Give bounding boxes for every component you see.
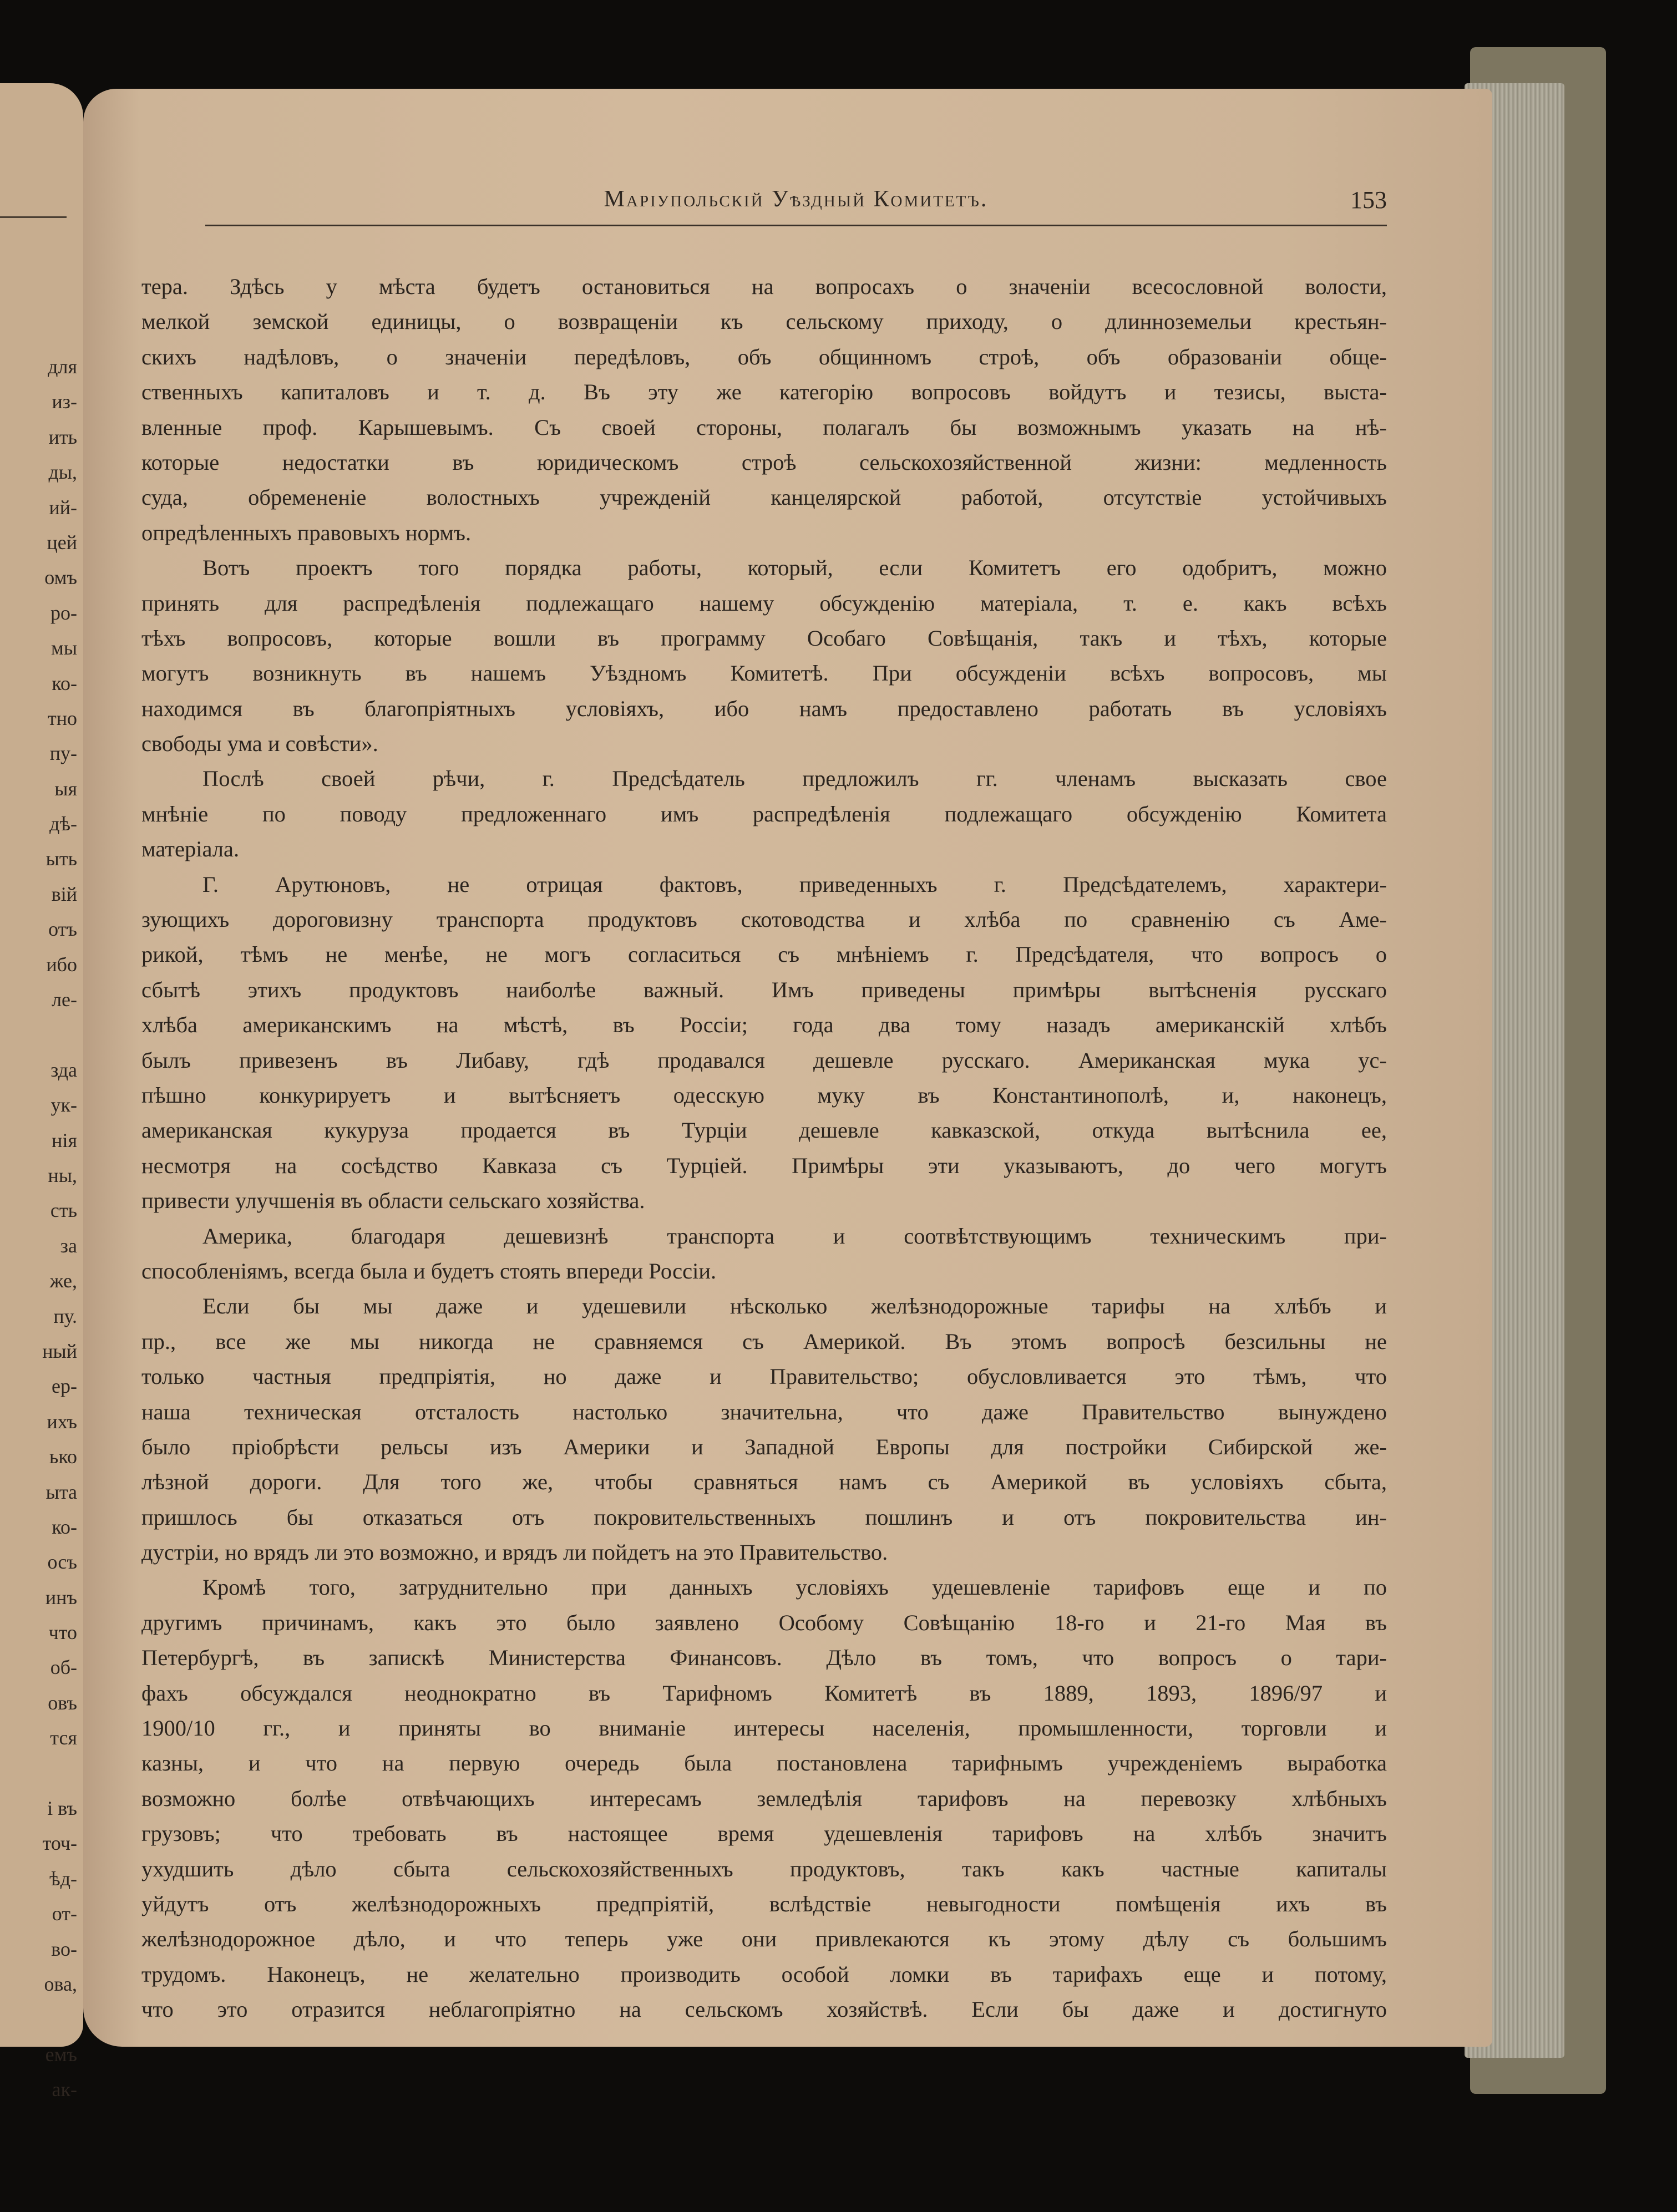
text-line: казны, и что на первую очередь была постановлена тарифнымъ учрежденіемъ выработка xyxy=(141,1751,1387,1776)
left-fragment: омъ xyxy=(44,566,77,589)
left-fragment: ный xyxy=(42,1340,77,1362)
left-fragment: ко- xyxy=(52,672,77,694)
running-title: Маріупольскій Уѣздный Комитетъ. xyxy=(604,186,989,212)
text-line: было пріобрѣсти рельсы изъ Америки и Западной Европы для постройки Сибирской же- xyxy=(141,1434,1387,1459)
running-header xyxy=(205,186,1387,225)
text-line: дустріи, но врядъ ли это возможно, и врядъ ли пойдетъ на это Правительство. xyxy=(141,1540,888,1565)
text-line: зующихъ дороговизну транспорта продуктовъ скотоводства и хлѣба по сравненію съ Аме- xyxy=(141,907,1387,932)
text-line: хлѣба американскимъ на мѣстѣ, въ Россіи; года два тому назадъ американскій хлѣбъ xyxy=(141,1012,1387,1038)
text-line: возможно болѣе отвѣчающихъ интересамъ земледѣлія тарифовъ на перевозку хлѣбныхъ xyxy=(141,1785,1387,1811)
text-line: ственныхъ капиталовъ и т. д. Въ эту же категорію вопросовъ войдутъ и тезисы, выста- xyxy=(141,379,1387,405)
header-rule xyxy=(205,225,1387,226)
text-line: способленіямъ, всегда была и будетъ стоять впереди Россіи. xyxy=(141,1258,717,1283)
left-fragment xyxy=(0,2002,80,2037)
left-fragment: ить xyxy=(48,425,77,448)
text-line: фахъ обсуждался неоднократно въ Тарифномъ Комитетѣ въ 1889, 1893, 1896/97 и xyxy=(141,1680,1387,1706)
text-line: ухудшить дѣло сбыта сельскохозяйственныхъ продуктовъ, такъ какъ частные капиталы xyxy=(141,1856,1387,1881)
left-fragment: ова, xyxy=(44,1972,77,1995)
left-fragment: ле- xyxy=(52,988,77,1011)
text-line: рикой, тѣмъ не менѣе, не могъ согласиться съ мнѣніемъ г. Предсѣдателя, что вопросъ о xyxy=(141,942,1387,967)
left-fragment: овъ xyxy=(48,1691,77,1714)
page-number: 153 xyxy=(1350,186,1387,214)
left-fragment: пу. xyxy=(53,1305,77,1327)
left-fragment xyxy=(0,1756,80,1791)
text-line: лѣзной дороги. Для того же, чтобы сравняться намъ съ Америкой въ условіяхъ сбыта, xyxy=(141,1469,1387,1495)
left-fragment: ер- xyxy=(52,1375,77,1398)
left-fragment: ыть xyxy=(45,848,77,870)
left-fragment: ко- xyxy=(52,1515,77,1538)
left-fragment: емъ xyxy=(45,2043,77,2066)
text-line: тѣхъ вопросовъ, которые вошли въ программу Особаго Совѣщанія, такъ и тѣхъ, которые xyxy=(141,625,1387,651)
left-fragment: осъ xyxy=(47,1551,77,1574)
text-line: принять для распредѣленія подлежащаго нашему обсужденію матеріала, т. е. какъ всѣхъ xyxy=(141,590,1387,616)
left-fragment: ны, xyxy=(48,1164,77,1186)
left-fragment: ѣд- xyxy=(49,1867,77,1890)
left-fragment: ук- xyxy=(50,1094,77,1117)
left-header-rule xyxy=(0,216,67,218)
left-page-text xyxy=(0,349,80,2108)
text-line: что это отразится неблагопріятно на сельскомъ хозяйствѣ. Если бы даже и достигнуто xyxy=(141,1997,1387,2022)
text-line: американская кукуруза продается въ Турціи дешевле кавказской, откуда вытѣснила ее, xyxy=(141,1118,1387,1143)
text-line: Вотъ проектъ того порядка работы, который, если Комитетъ его одобритъ, можно xyxy=(202,555,1387,581)
text-line: Кромѣ того, затруднительно при данныхъ условіяхъ удешевленіе тарифовъ еще и по xyxy=(202,1575,1387,1600)
text-line: пр., все же мы никогда не сравняемся съ Америкой. Въ этомъ вопросѣ безсильны не xyxy=(141,1328,1387,1354)
left-fragment: дѣ- xyxy=(49,813,77,835)
text-line: желѣзнодорожное дѣло, и что теперь уже они привлекаются къ этому дѣлу съ большимъ xyxy=(141,1926,1387,1952)
left-fragment: точ- xyxy=(42,1832,77,1855)
left-fragment: ак- xyxy=(52,2078,77,2101)
left-fragment: нія xyxy=(52,1129,77,1151)
left-fragment: же, xyxy=(49,1270,77,1292)
text-line: вленные проф. Карышевымъ. Съ своей стороны, полагалъ бы возможнымъ указать на нѣ- xyxy=(141,414,1387,440)
left-fragment: ро- xyxy=(50,601,77,624)
left-fragment: зда xyxy=(50,1058,77,1081)
main-page xyxy=(83,89,1492,2047)
text-line: могутъ возникнуть въ нашемъ Уѣздномъ Комитетѣ. При обсужденіи всѣхъ вопросовъ, мы xyxy=(141,661,1387,686)
text-line: другимъ причинамъ, какъ это было заявлено Особому Совѣщанію 18-го и 21-го Мая въ xyxy=(141,1610,1387,1635)
left-fragment: вій xyxy=(51,882,77,905)
text-line: Петербургѣ, въ запискѣ Министерства Финансовъ. Дѣло въ томъ, что вопросъ о тари- xyxy=(141,1645,1387,1671)
text-line: которые недостатки въ юридическомъ строѣ сельскохозяйственной жизни: медленность xyxy=(141,449,1387,475)
left-fragment: ды, xyxy=(48,461,77,484)
left-page-fragment xyxy=(0,83,83,2101)
left-fragment: сть xyxy=(50,1199,77,1222)
left-fragment: і въ xyxy=(47,1797,77,1820)
text-line: былъ привезенъ въ Либаву, гдѣ продавался дешевле русскаго. Американская мука ус- xyxy=(141,1047,1387,1073)
text-line: матеріала. xyxy=(141,836,240,862)
text-line: суда, обремененіе волостныхъ учрежденій канцелярской работой, отсутствіе устойчивыхъ xyxy=(141,485,1387,510)
left-fragment: цей xyxy=(47,531,77,554)
text-line: мелкой земской единицы, о возвращеніи къ сельскому приходу, о длинноземельи крестьян- xyxy=(141,309,1387,334)
text-line: наша техническая отсталость настолько значительна, что даже Правительство вынуждено xyxy=(141,1399,1387,1424)
text-line: несмотря на сосѣдство Кавказа съ Турціей. Примѣры эти указываютъ, до чего могутъ xyxy=(141,1153,1387,1178)
left-fragment: мы xyxy=(51,637,77,659)
text-line: сбытѣ этихъ продуктовъ наиболѣе важный. Имъ приведены примѣры вытѣсненія русскаго xyxy=(141,977,1387,1002)
left-fragment: ибо xyxy=(46,953,77,976)
text-line: уйдутъ отъ желѣзнодорожныхъ предпріятій, вслѣдствіе невыгодности помѣщенія ихъ въ xyxy=(141,1891,1387,1916)
left-fragment: ыя xyxy=(54,777,77,800)
left-fragment: от- xyxy=(52,1902,77,1925)
text-line: привести улучшенія въ области сельскаго хозяйства. xyxy=(141,1188,645,1214)
left-fragment: ихъ xyxy=(47,1410,77,1433)
left-fragment: во- xyxy=(51,1937,77,1960)
left-fragment: отъ xyxy=(48,918,77,941)
text-line: только частныя предпріятія, но даже и Правительство; обусловливается это тѣмъ, что xyxy=(141,1364,1387,1389)
body-text xyxy=(141,269,1387,2027)
text-line: 1900/10 гг., и приняты во вниманіе интересы населенія, промышленности, торговли и xyxy=(141,1716,1387,1741)
text-line: Г. Арутюновъ, не отрицая фактовъ, приведенныхъ г. Предсѣдателемъ, характери- xyxy=(202,871,1387,897)
left-fragment: пу- xyxy=(49,742,77,765)
left-fragment: из- xyxy=(52,390,77,413)
left-fragment: ий- xyxy=(49,496,77,519)
left-fragment: для xyxy=(48,356,77,378)
left-fragment: за xyxy=(60,1234,77,1257)
left-fragment: ько xyxy=(49,1445,77,1468)
text-line: пришлось бы отказаться отъ покровительственныхъ пошлинъ и отъ покровительства ин- xyxy=(141,1504,1387,1530)
text-line: Америка, благодаря дешевизнѣ транспорта и соотвѣтствующимъ техническимъ при- xyxy=(202,1223,1387,1249)
text-line: опредѣленныхъ правовыхъ нормъ. xyxy=(141,520,472,545)
text-line: трудомъ. Наконецъ, не желательно производить особой ломки въ тарифахъ еще и потому, xyxy=(141,1961,1387,1987)
text-line: Послѣ своей рѣчи, г. Предсѣдатель предложилъ гг. членамъ высказать свое xyxy=(202,766,1387,792)
left-fragment: тся xyxy=(50,1727,77,1749)
left-fragment: что xyxy=(48,1621,77,1644)
text-line: Если бы мы даже и удешевили нѣсколько желѣзнодорожные тарифы на хлѣбъ и xyxy=(202,1293,1387,1319)
text-line: пѣшно конкурируетъ и вытѣсняетъ одесскую муку въ Константинополѣ, и, наконецъ, xyxy=(141,1082,1387,1108)
text-line: тера. Здѣсь у мѣста будетъ остановиться на вопросахъ о значеніи всесословной волости, xyxy=(141,274,1387,299)
text-line: грузовъ; что требовать въ настоящее время удешевленія тарифовъ на хлѣбъ значитъ xyxy=(141,1821,1387,1846)
left-fragment: ыта xyxy=(45,1480,77,1503)
text-line: свободы ума и совѣсти». xyxy=(141,731,378,757)
text-line: находимся въ благопріятныхъ условіяхъ, ибо намъ предоставлено работать въ условіяхъ xyxy=(141,696,1387,721)
left-fragment: инъ xyxy=(45,1586,77,1609)
left-fragment: тно xyxy=(48,707,77,729)
text-line: мнѣніе по поводу предложеннаго имъ распредѣленія подлежащаго обсужденію Комитета xyxy=(141,801,1387,826)
left-fragment: об- xyxy=(50,1656,77,1679)
text-line: скихъ надѣловъ, о значеніи передѣловъ, объ общинномъ строѣ, объ образованіи обще- xyxy=(141,344,1387,369)
left-fragment xyxy=(0,1017,80,1052)
